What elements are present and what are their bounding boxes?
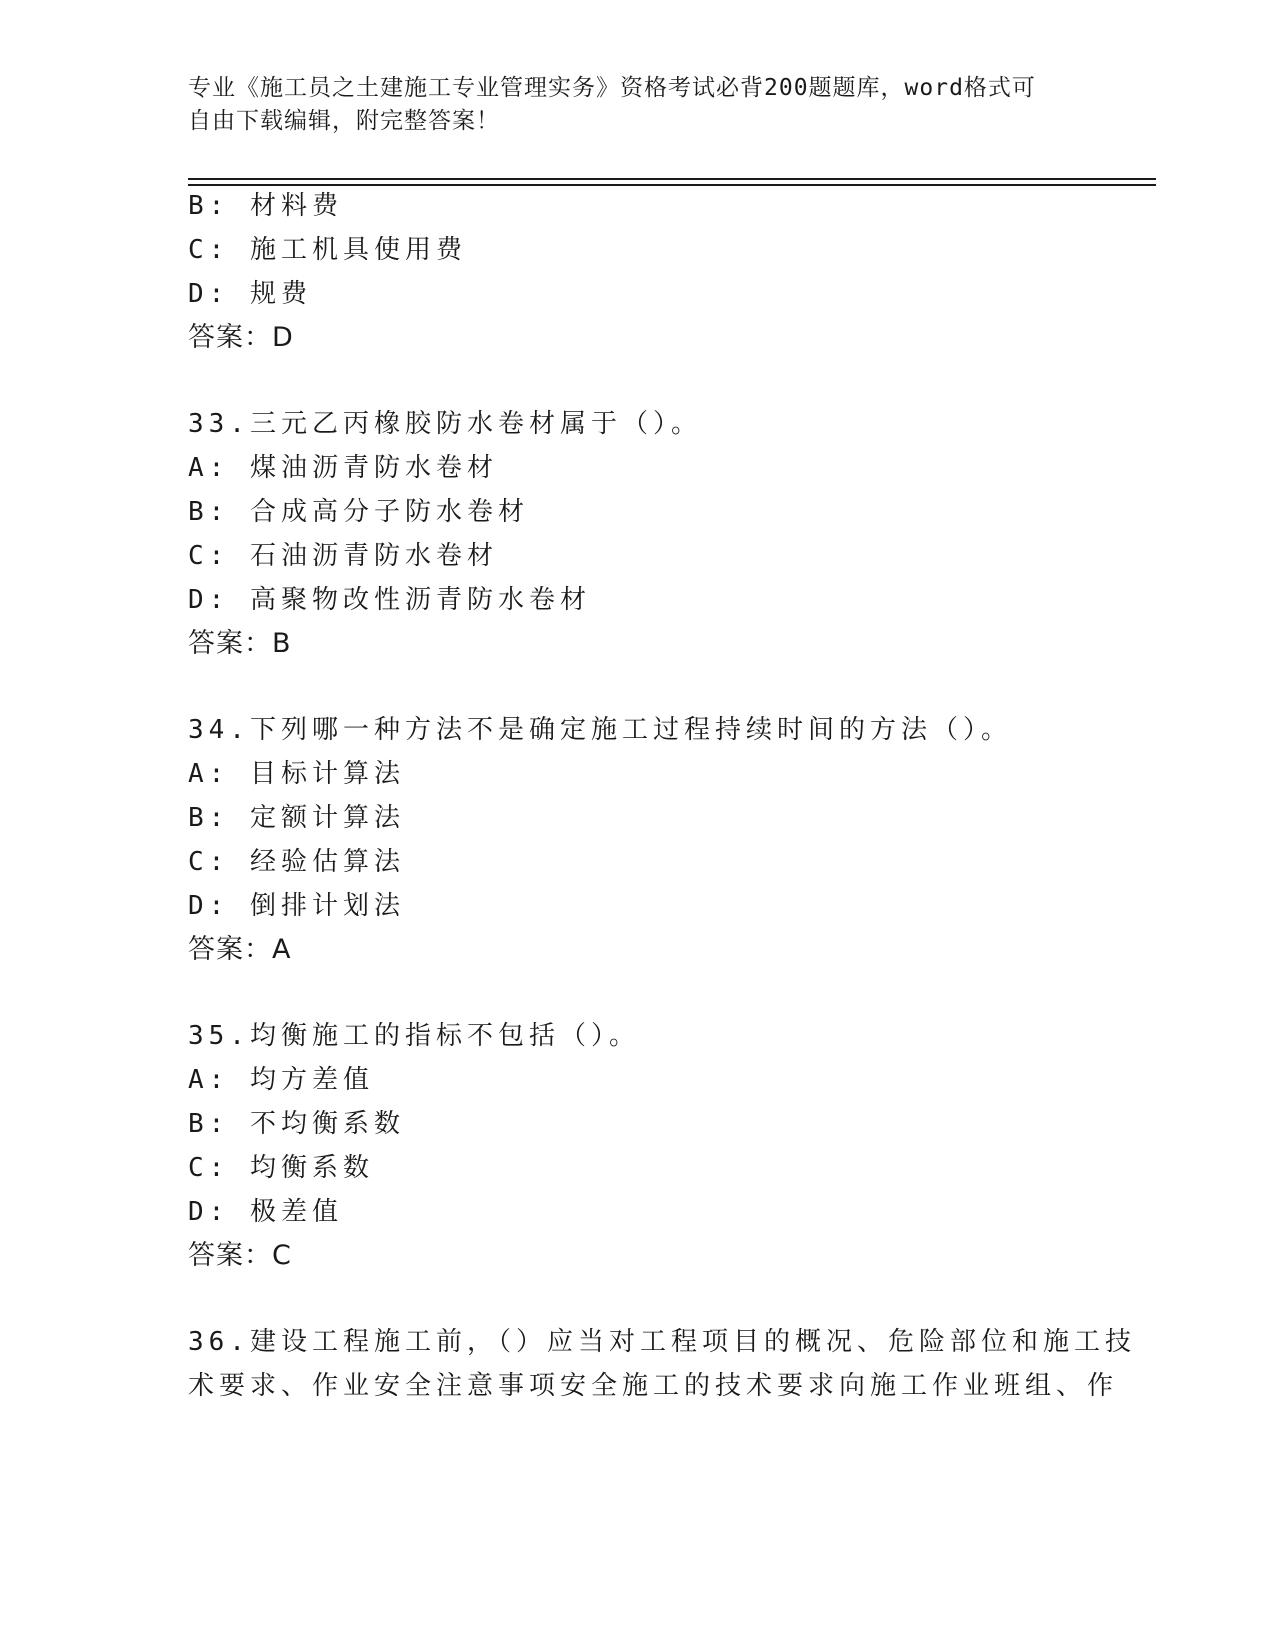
q35-option-c: C: 均衡系数 (188, 1153, 374, 1183)
q32-option-d: D: 规费 (188, 279, 312, 309)
q32-answer: 答案：D (188, 322, 294, 353)
q33-option-a: A: 煤油沥青防水卷材 (188, 453, 498, 483)
header-divider-top (188, 178, 1156, 180)
q34-option-a: A: 目标计算法 (188, 759, 405, 789)
q35-stem: 35.均衡施工的指标不包括（）。 (188, 1021, 640, 1051)
q35-option-a: A: 均方差值 (188, 1065, 374, 1095)
q33-option-c: C: 石油沥青防水卷材 (188, 541, 498, 571)
q35-option-b: B: 不均衡系数 (188, 1109, 405, 1139)
q33-stem: 33.三元乙丙橡胶防水卷材属于（）。 (188, 409, 702, 439)
q34-option-b: B: 定额计算法 (188, 803, 405, 833)
q36-stem-line-2: 术要求、作业安全注意事项安全施工的技术要求向施工作业班组、作 (188, 1371, 1119, 1401)
q34-answer: 答案：A (188, 934, 292, 965)
q34-option-c: C: 经验估算法 (188, 847, 405, 877)
document-header (188, 72, 1088, 138)
q36-stem-line-1: 36.建设工程施工前，（）应当对工程项目的概况、危险部位和施工技 (188, 1327, 1136, 1357)
header-title-line-2: 自由下载编辑，附完整答案！ (188, 108, 500, 134)
q33-option-b: B: 合成高分子防水卷材 (188, 497, 529, 527)
q32-option-c: C: 施工机具使用费 (188, 235, 467, 265)
header-divider-bottom (188, 184, 1156, 186)
q34-option-d: D: 倒排计划法 (188, 891, 405, 921)
q33-option-d: D: 高聚物改性沥青防水卷材 (188, 585, 591, 615)
q35-answer: 答案：C (188, 1240, 292, 1271)
q34-stem: 34.下列哪一种方法不是确定施工过程持续时间的方法（）。 (188, 715, 1012, 745)
q33-answer: 答案：B (188, 628, 292, 659)
q35-option-d: D: 极差值 (188, 1197, 343, 1227)
header-title-line-1: 专业《施工员之土建施工专业管理实务》资格考试必背200题题库，word格式可 (188, 75, 1036, 101)
q32-option-b: B: 材料费 (188, 191, 343, 221)
